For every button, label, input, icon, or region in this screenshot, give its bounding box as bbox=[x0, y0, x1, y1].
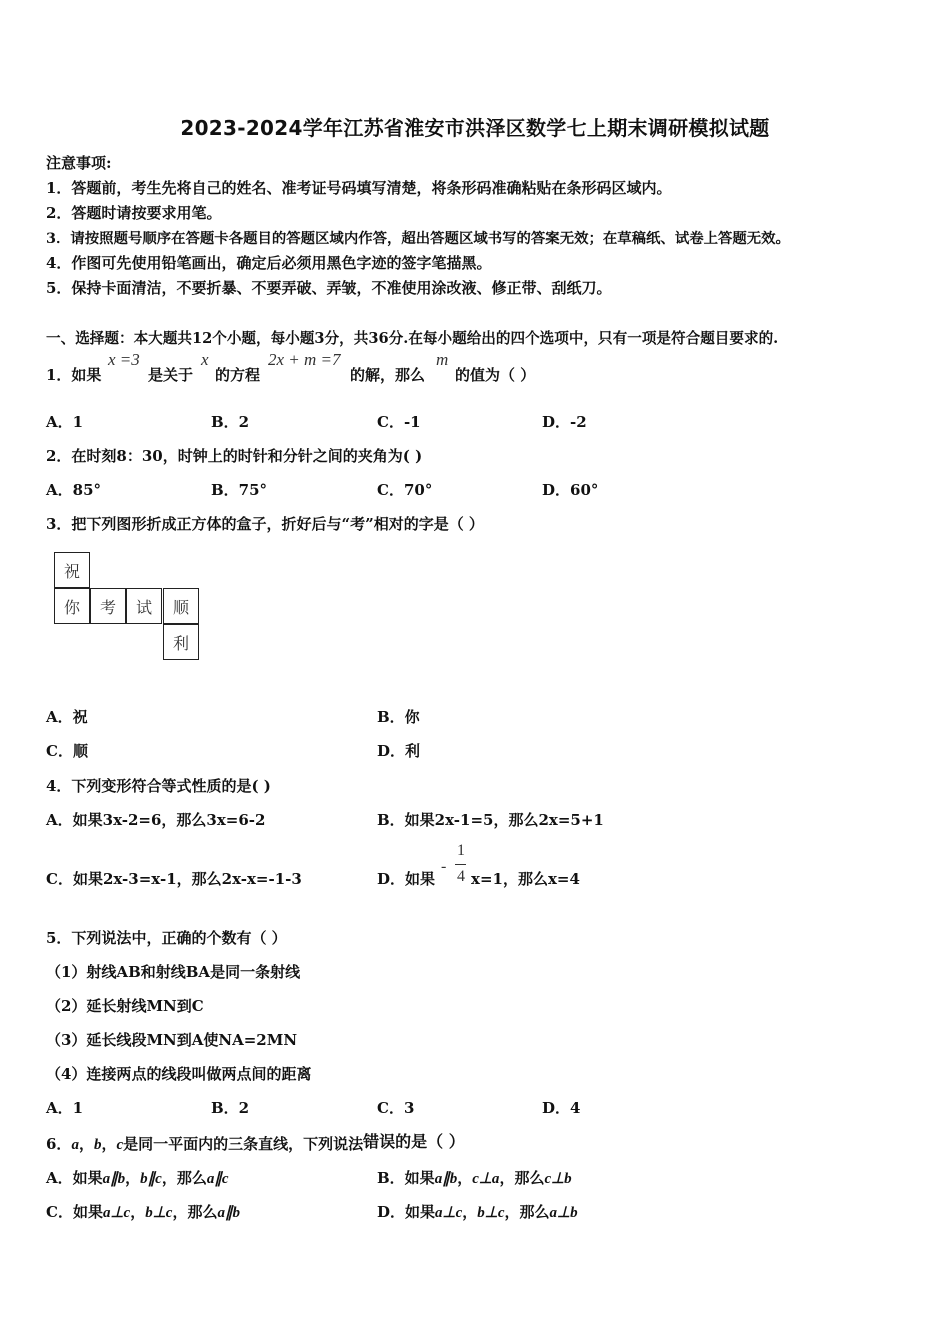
math-expr: a⊥c bbox=[435, 1205, 463, 1221]
q3-option-a[interactable]: A．祝 bbox=[46, 708, 88, 726]
q2-option-d[interactable]: D．60° bbox=[542, 481, 599, 499]
notice-heading: 注意事项: bbox=[46, 154, 112, 172]
q6-option-b[interactable]: B．如果a∥b，c⊥a，那么c⊥b bbox=[377, 1169, 572, 1187]
q4-option-c[interactable]: C．如果2x-3=x-1，那么2x-x=-1-3 bbox=[46, 870, 302, 888]
q1-math-m: m bbox=[436, 350, 449, 369]
math-expr: c⊥b bbox=[544, 1171, 572, 1187]
q4-option-a[interactable]: A．如果3x-2=6，那么3x=6-2 bbox=[46, 811, 266, 829]
fraction-minus: - bbox=[441, 858, 447, 875]
q1-option-a[interactable]: A．1 bbox=[46, 413, 84, 431]
q2-option-a[interactable]: A．85° bbox=[46, 481, 102, 499]
q1-math-x-equals-3: x =3 bbox=[108, 350, 140, 369]
q6-stem-text: 是同一平面内的三条直线，下列说法 bbox=[123, 1135, 364, 1153]
q5-option-b[interactable]: B．2 bbox=[211, 1099, 250, 1117]
math-expr: c⊥a bbox=[472, 1171, 500, 1187]
math-expr: b⊥c bbox=[145, 1205, 173, 1221]
option-then: ，那么 bbox=[172, 1203, 218, 1221]
cube-net-figure bbox=[54, 552, 200, 662]
q6-var-b: b bbox=[93, 1137, 102, 1153]
notice-item: 2．答题时请按要求用笔。 bbox=[46, 204, 222, 222]
q6-stem-end: 错误的是（ ） bbox=[363, 1132, 465, 1151]
math-expr: a⊥c bbox=[102, 1205, 131, 1221]
q4-stem: 4．下列变形符合等式性质的是( ) bbox=[46, 777, 271, 795]
q2-option-b[interactable]: B．75° bbox=[211, 481, 268, 499]
q1-option-c[interactable]: C．-1 bbox=[377, 413, 421, 431]
q6-option-c[interactable]: C．如果a⊥c，b⊥c，那么a∥b bbox=[46, 1203, 240, 1221]
option-label: B．如果 bbox=[377, 1169, 435, 1187]
q1-stem-part: 的方程 bbox=[215, 366, 261, 384]
option-then: ，那么 bbox=[161, 1169, 207, 1187]
q1-stem-part: 1．如果 bbox=[46, 366, 102, 384]
net-cell: 顺 bbox=[163, 588, 199, 624]
math-expr: b⊥c bbox=[477, 1205, 505, 1221]
q1-option-d[interactable]: D．-2 bbox=[542, 413, 587, 431]
section-heading: 一、选择题：本大题共12个小题，每小题3分，共36分.在每小题给出的四个选项中，只有一项是符合题目要求的. bbox=[46, 330, 779, 347]
q6-var-a: a bbox=[71, 1137, 79, 1153]
q4-option-b[interactable]: B．如果2x-1=5，那么2x=5+1 bbox=[377, 811, 604, 829]
math-expr: a⊥b bbox=[549, 1205, 578, 1221]
math-expr: a∥b bbox=[102, 1171, 126, 1187]
math-expr: a∥b bbox=[217, 1205, 240, 1221]
page-title: 2023-2024学年江苏省淮安市洪泽区数学七上期末调研模拟试题 bbox=[180, 116, 770, 140]
q5-option-a[interactable]: A．1 bbox=[46, 1099, 84, 1117]
math-expr: b∥c bbox=[140, 1171, 162, 1187]
fraction-numerator: 1 bbox=[457, 842, 465, 859]
net-cell: 考 bbox=[90, 588, 126, 624]
notice-item: 4．作图可先使用铅笔画出，确定后必须用黑色字迹的签字笔描黑。 bbox=[46, 254, 492, 272]
net-cell-top: 祝 bbox=[54, 552, 90, 588]
notice-item: 5．保持卡面清洁，不要折暴、不要弄破、弄皱，不准使用涂改液、修正带、刮纸刀。 bbox=[46, 279, 612, 297]
q6-option-d[interactable]: D．如果a⊥c，b⊥c，那么a⊥b bbox=[377, 1203, 578, 1221]
q1-stem-part: 是关于 bbox=[148, 366, 194, 384]
q5-statement: （2）延长射线MN到C bbox=[46, 997, 204, 1015]
q6-var-c: c bbox=[116, 1137, 124, 1153]
q5-statement: （4）连接两点的线段叫做两点间的距离 bbox=[46, 1065, 312, 1083]
math-expr: a∥b bbox=[434, 1171, 458, 1187]
option-label: C．如果 bbox=[46, 1203, 103, 1221]
net-cell: 你 bbox=[54, 588, 90, 624]
q3-stem: 3．把下列图形折成正方体的盒子，折好后与“考”相对的字是（ ） bbox=[46, 515, 484, 533]
math-expr: a∥c bbox=[206, 1171, 229, 1187]
option-label: D．如果 bbox=[377, 1203, 436, 1221]
q5-statement: （1）射线AB和射线BA是同一条射线 bbox=[46, 963, 301, 981]
q6-stem: 6．a，b，c是同一平面内的三条直线，下列说法错误的是（ ） bbox=[46, 1132, 465, 1153]
q1-math-equation: 2x + m =7 bbox=[268, 350, 341, 369]
option-label: A．如果 bbox=[46, 1169, 103, 1187]
q6-number: 6． bbox=[46, 1135, 72, 1153]
option-then: ，那么 bbox=[504, 1203, 550, 1221]
option-then: ，那么 bbox=[499, 1169, 545, 1187]
q1-stem-part: 的解，那么 bbox=[350, 366, 426, 384]
notice-item: 1．答题前，考生先将自己的姓名、准考证号码填写清楚，将条形码准确粘贴在条形码区域内。 bbox=[46, 179, 672, 197]
q5-option-c[interactable]: C．3 bbox=[377, 1099, 415, 1117]
q5-stem: 5．下列说法中，正确的个数有（ ） bbox=[46, 929, 287, 947]
q1-math-x: x bbox=[201, 350, 209, 369]
q4-option-d[interactable] bbox=[377, 842, 637, 892]
q3-option-c[interactable]: C．顺 bbox=[46, 742, 88, 760]
q6-option-a[interactable]: A．如果a∥b，b∥c，那么a∥c bbox=[46, 1169, 229, 1187]
q5-option-d[interactable]: D．4 bbox=[542, 1099, 581, 1117]
q4-option-d-suffix: x=1，那么x=4 bbox=[471, 870, 580, 888]
q3-option-b[interactable]: B．你 bbox=[377, 708, 420, 726]
fraction-bar bbox=[455, 864, 466, 865]
q3-option-d[interactable]: D．利 bbox=[377, 742, 421, 760]
q5-statement: （3）延长线段MN到A使NA=2MN bbox=[46, 1031, 298, 1049]
net-cell: 试 bbox=[126, 588, 162, 624]
q1-option-b[interactable]: B．2 bbox=[211, 413, 250, 431]
q1-stem-part: 的值为（ ） bbox=[455, 366, 536, 384]
net-cell-bottom: 利 bbox=[163, 624, 199, 660]
notice-item: 3．请按照题号顺序在答题卡各题目的答题区域内作答，超出答题区域书写的答案无效；在草稿纸、试卷上答题无效。 bbox=[46, 230, 790, 247]
fraction-denominator: 4 bbox=[457, 868, 465, 885]
q4-option-d-prefix: D．如果 bbox=[377, 870, 436, 888]
q2-option-c[interactable]: C．70° bbox=[377, 481, 433, 499]
q2-stem: 2．在时刻8：30，时钟上的时针和分针之间的夹角为( ) bbox=[46, 447, 423, 465]
